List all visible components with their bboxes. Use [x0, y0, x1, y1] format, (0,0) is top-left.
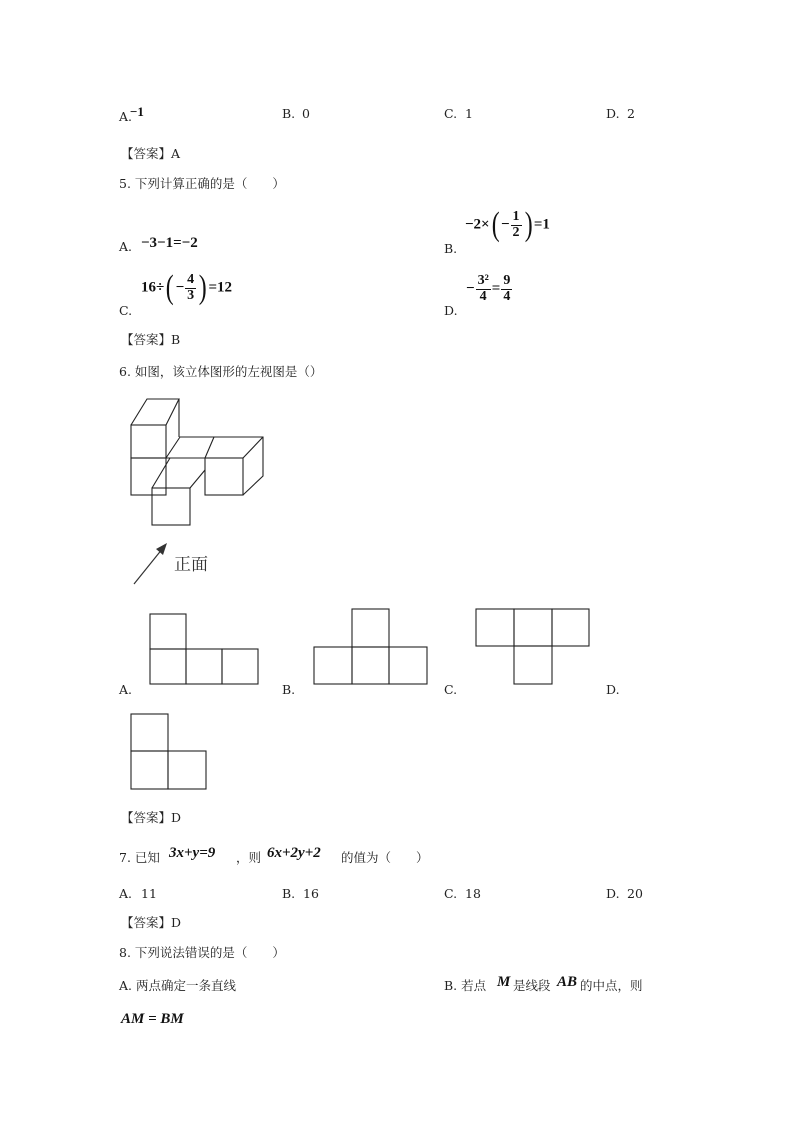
q7-stem-suffix: 的值为（ ） — [341, 850, 429, 865]
q5-option-d-letter: D. — [444, 303, 458, 318]
q5-option-c-expr: 16÷( − $\frac{4}{3}$ ) =12 — [141, 269, 233, 306]
q6-front-label: 正面 — [174, 555, 208, 575]
q5d-eq: = — [491, 280, 501, 297]
q8-stem: 8. 下列说法错误的是（ ） — [119, 945, 285, 960]
q5d-num: 3² — [477, 273, 489, 288]
q7-option-c-letter: C. — [444, 886, 458, 901]
q8-option-b-prefix: B. 若点 — [444, 978, 487, 993]
q8-segment-ab: AB — [557, 974, 578, 990]
q5-option-b-expr: −2×( − $\frac{1}{2}$ ) =1 — [465, 206, 550, 243]
q5b-num: 1 — [512, 208, 520, 224]
q7-stem-mid: ，则 — [236, 850, 262, 865]
q7-option-c-value: 18 — [465, 886, 481, 901]
q7-option-b-letter: B. — [282, 886, 296, 901]
q6-option-a-letter: A. — [119, 682, 133, 697]
q5-option-a-expr: −3−1=−2 — [141, 235, 198, 251]
q7-option-a-letter: A. — [119, 886, 133, 901]
q8-result: AM = BM — [121, 1011, 184, 1027]
q5-answer: 【答案】B — [121, 332, 181, 347]
q5b-neg: − — [500, 216, 510, 233]
q5c-lead: 16÷ — [141, 279, 165, 296]
q7-option-d-letter: D. — [606, 886, 620, 901]
q5d-den: 4 — [479, 288, 487, 304]
q6-stem: 6. 如图，该立体图形的左视图是（） — [119, 364, 323, 379]
q4-option-c-value: 1 — [465, 106, 473, 121]
q6-answer: 【答案】D — [121, 810, 182, 825]
q8-point-m: M — [497, 974, 511, 990]
q7-condition: 3x+y=9 — [169, 845, 216, 861]
q7-answer: 【答案】D — [121, 915, 182, 930]
q7-expression: 6x+2y+2 — [267, 845, 321, 861]
q6-option-c-letter: C. — [444, 682, 458, 697]
q4-option-d-value: 2 — [627, 106, 635, 121]
q8-option-a: A. 两点确定一条直线 — [119, 978, 236, 993]
q5-option-b-letter: B. — [444, 241, 458, 256]
q7-option-b-value: 16 — [303, 886, 319, 901]
q5c-num: 4 — [187, 271, 195, 287]
q5b-lead: −2× — [465, 216, 490, 233]
q4-option-a-letter: A. — [119, 109, 133, 124]
q7-option-d-value: 20 — [627, 886, 643, 901]
q5c-tail: =12 — [208, 279, 233, 296]
q5d-neg: − — [466, 280, 475, 297]
q4-option-a-value: −1 — [130, 104, 144, 119]
q6-option-b-letter: B. — [282, 682, 296, 697]
q4-option-b-letter: B. — [282, 106, 296, 121]
q8-option-b-mid: 是线段 — [513, 978, 551, 993]
q6-option-d-letter: D. — [606, 682, 620, 697]
q5d-den2: 4 — [503, 288, 511, 304]
q5-stem: 5. 下列计算正确的是（ ） — [119, 176, 285, 191]
q5-option-a-letter: A. — [119, 239, 133, 254]
q8-option-b-suffix: 的中点，则 — [580, 978, 643, 993]
q5c-den: 3 — [187, 287, 195, 303]
q5-option-c-letter: C. — [119, 303, 133, 318]
q5b-den: 2 — [512, 224, 520, 240]
q7-stem-prefix: 7. 已知 — [119, 850, 160, 865]
q7-option-a-value: 11 — [141, 886, 157, 901]
q4-option-c-letter: C. — [444, 106, 458, 121]
q5b-tail: =1 — [533, 216, 550, 233]
q4-answer: 【答案】A — [121, 146, 181, 161]
q4-option-b-value: 0 — [302, 106, 310, 121]
q4-option-d-letter: D. — [606, 106, 620, 121]
q5d-num2: 9 — [503, 273, 511, 288]
q5c-neg: − — [175, 279, 185, 296]
